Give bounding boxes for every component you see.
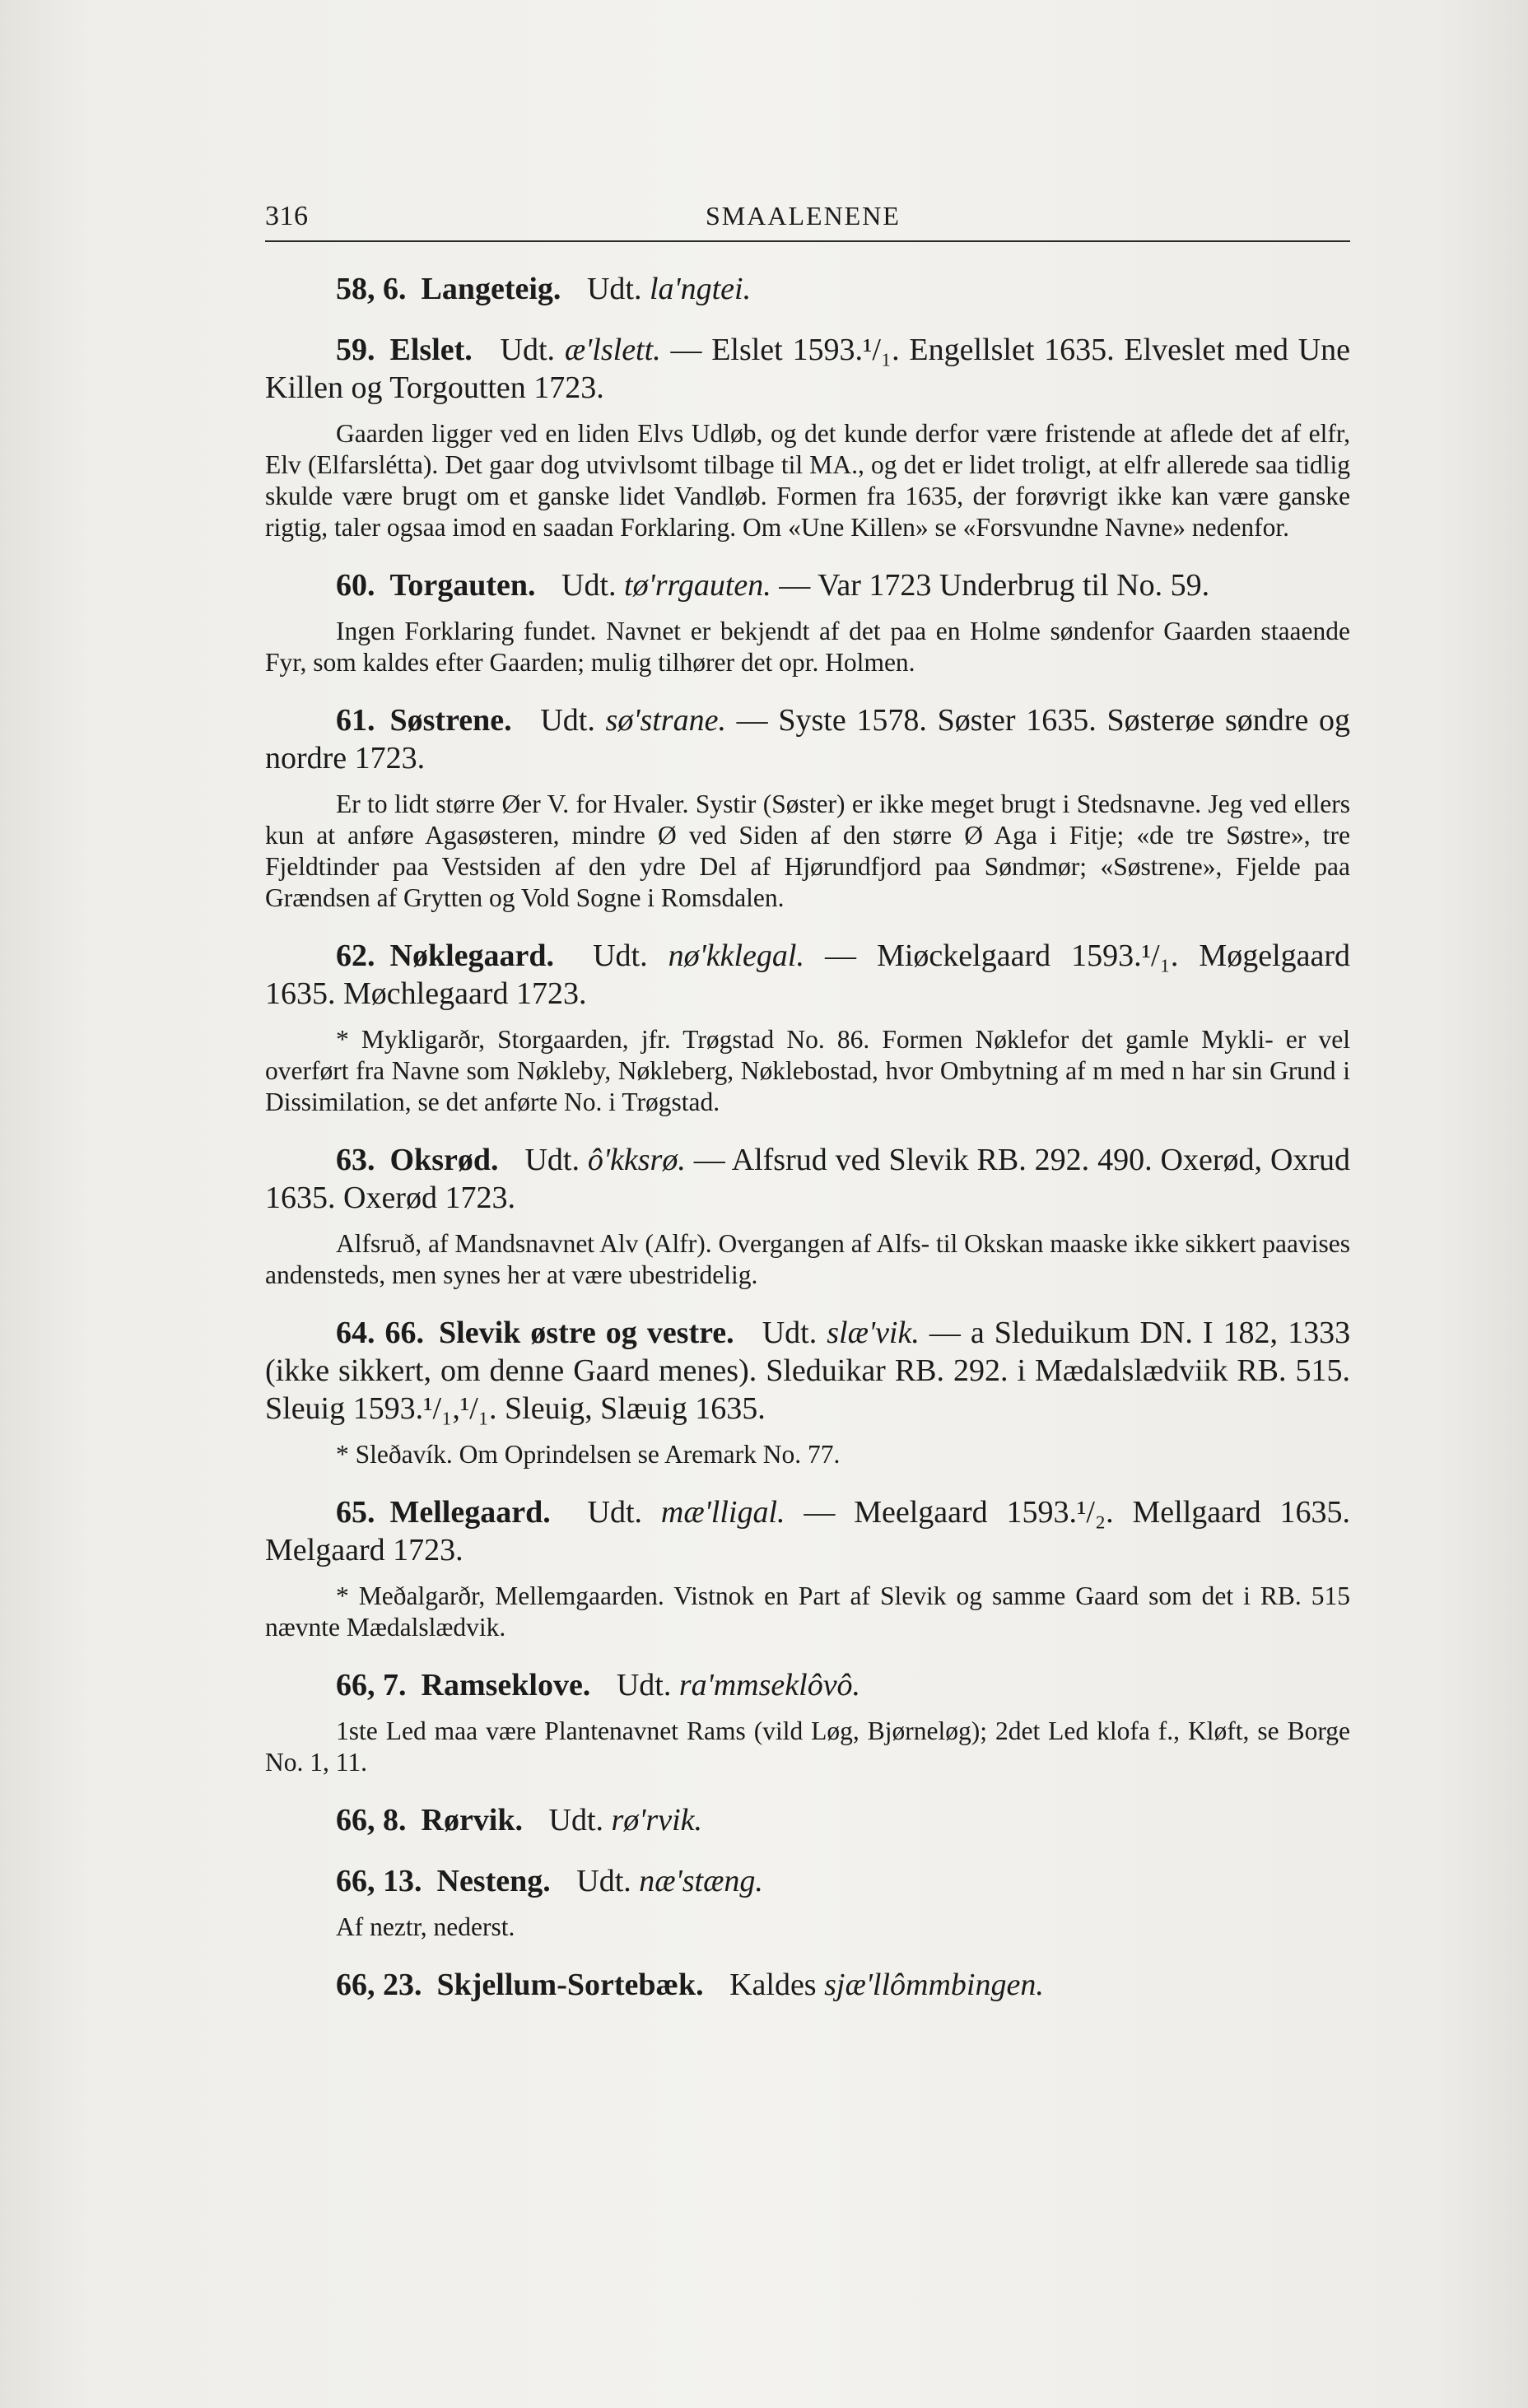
entry-62 <box>265 937 1350 1118</box>
entry-name: Nesteng. <box>436 1864 551 1898</box>
entry-66-7 <box>265 1666 1350 1778</box>
pronunciation: la'ngtei. <box>649 272 752 306</box>
pron-label: Udt. <box>524 1143 580 1177</box>
entry-name: Slevik østre og vestre. <box>439 1316 734 1350</box>
entry-66-23 <box>265 1966 1350 2004</box>
entry-name: Oksrød. <box>389 1143 499 1177</box>
pronunciation: æ'lslett. <box>564 333 661 367</box>
pron-label: Udt. <box>586 272 642 306</box>
entry-name: Torgauten. <box>389 568 536 603</box>
historic-forms: — Meelgaard 1593.¹/₂. Mellgaard 1635. Melgaard 1723. <box>265 1495 1350 1567</box>
entry-note: Er to lidt større Øer V. for Hvaler. Systir (Søster) er ikke meget brugt i Stedsnavne. Jeg ved ellers kun at anføre Agasøsteren, mindre Ø ved Siden af den større Ø Aga i Fitje; «de tre Søstre», tre Fjeldtinder paa Vestsiden af den ydre Del af Hjørundfjord paa Søndmør; «Søstrene», Fjelde paa Grændsen af Grytten og Vold Sogne i Romsdalen. <box>265 789 1350 912</box>
entry-58-6 <box>265 270 1350 308</box>
entry-number: 60. <box>336 568 375 603</box>
entry-note: Af neztr, nederst. <box>336 1912 515 1941</box>
historic-forms: — Syste 1578. Søster 1635. Søsterøe søndre og nordre 1723. <box>265 703 1351 775</box>
entry-number: 66, 23. <box>336 1968 422 2002</box>
entry-61 <box>265 701 1350 914</box>
entry-number: 61. <box>336 703 375 738</box>
page-content <box>265 194 1350 2004</box>
entry-note: * Mykligarðr, Storgaarden, jfr. Trøgstad No. 86. Formen Nøklefor det gamle Mykli- er vel overført fra Navne som Nøkleby, Nøkleberg, Nøklebostad, hvor Ombytning af m med n har sin Grund i Dissimilation, se det anførte No. i Trøgstad. <box>265 1025 1350 1116</box>
entry-name: Rørvik. <box>421 1803 523 1837</box>
entry-number: 66, 8. <box>336 1803 407 1837</box>
pron-label: Udt. <box>762 1316 818 1350</box>
pron-label: Udt. <box>593 939 648 973</box>
pronunciation: sø'strane. <box>605 703 726 738</box>
pronunciation: mæ'lligal. <box>660 1495 785 1530</box>
historic-forms: — Miøckelgaard 1593.¹/₁. Møgelgaard 1635. Møchlegaard 1723. <box>265 939 1351 1011</box>
entry-name: Søstrene. <box>389 703 512 738</box>
entry-number: 66, 13. <box>336 1864 422 1898</box>
entry-note: Ingen Forklaring fundet. Navnet er bekjendt af det paa en Holme søndenfor Gaarden staaende Fyr, som kaldes efter Gaarden; mulig tilhører det opr. Holmen. <box>265 617 1350 677</box>
pron-label: Udt. <box>587 1495 643 1530</box>
entry-note: * Sleðavík. Om Oprindelsen se Aremark No. 77. <box>336 1440 841 1469</box>
entry-name: Elslet. <box>389 333 473 367</box>
pronunciation: næ'stæng. <box>639 1864 763 1898</box>
entry-59 <box>265 331 1350 543</box>
entry-number: 59. <box>336 333 375 367</box>
pronunciation: rø'rvik. <box>611 1803 702 1837</box>
entry-number: 63. <box>336 1143 375 1177</box>
entry-60 <box>265 566 1350 678</box>
entry-note: * Meðalgarðr, Mellemgaarden. Vistnok en Part af Slevik og samme Gaard som det i RB. 515 nævnte Mædalslædvik. <box>265 1581 1350 1642</box>
pronunciation: ra'mmseklôvô. <box>678 1668 861 1702</box>
entry-66-8 <box>265 1801 1350 1839</box>
entry-63 <box>265 1141 1350 1291</box>
entry-name: Skjellum-Sortebæk. <box>436 1968 704 2002</box>
entry-64-66 <box>265 1314 1350 1470</box>
entry-name: Nøklegaard. <box>389 939 554 973</box>
entry-number: 64. 66. <box>336 1316 425 1350</box>
historic-forms: — Alfsrud ved Slevik RB. 292. 490. Oxerød, Oxrud 1635. Oxerød 1723. <box>265 1143 1351 1215</box>
pron-label: Udt. <box>616 1668 672 1702</box>
entry-name: Langeteig. <box>421 272 561 306</box>
pronunciation: ô'kksrø. <box>587 1143 686 1177</box>
entry-name: Mellegaard. <box>389 1495 551 1530</box>
pron-label: Udt. <box>500 333 556 367</box>
entry-note: Alfsruð, af Mandsnavnet Alv (Alfr). Overgangen af Alfs- til Okskan maaske ikke sikkert paavises andensteds, men synes her at være ubestridelig. <box>265 1229 1350 1289</box>
pronunciation: slæ'vik. <box>827 1316 920 1350</box>
entry-number: 58, 6. <box>336 272 407 306</box>
pronunciation: nø'kklegal. <box>668 939 804 973</box>
pron-label: Udt. <box>561 568 617 603</box>
pronunciation: tø'rrgauten. <box>624 568 771 603</box>
entry-number: 66, 7. <box>336 1668 407 1702</box>
entry-note: 1ste Led maa være Plantenavnet Rams (vild Løg, Bjørneløg); 2det Led klofa f., Kløft, se Borge No. 1, 11. <box>265 1716 1350 1777</box>
running-header <box>265 194 1350 242</box>
entry-note: Gaarden ligger ved en liden Elvs Udløb, og det kunde derfor være fristende at aflede det af elfr, Elv (Elfarslétta). Det gaar dog utvivlsomt tilbage til MA., og det er lidet troligt, at elfr allerede saa tidlig skulde være brugt om et ganske lidet Vandløb. Formen fra 1635, der forøvrigt ikke kan være ganske rigtig, taler ogsaa imod en saadan Forklaring. Om «Une Killen» se «Forsvundne Navne» nedenfor. <box>265 419 1350 542</box>
entry-number: 62. <box>336 939 375 973</box>
pron-label: Udt. <box>576 1864 631 1898</box>
historic-forms: — a Sleduikum DN. I 182, 1333 (ikke sikkert, om denne Gaard menes). Sleduikar RB. 292. i Mædalslædviik RB. 515. Sleuig 1593.¹/₁,¹/₁. Sleuig, Slæuig 1635. <box>265 1316 1351 1426</box>
historic-forms: — Elslet 1593.¹/₁. Engellslet 1635. Elveslet med Une Killen og Torgoutten 1723. <box>265 333 1351 405</box>
entry-number: 65. <box>336 1495 375 1530</box>
entry-66-13 <box>265 1862 1350 1943</box>
pron-label: Udt. <box>548 1803 603 1837</box>
historic-forms: — Var 1723 Underbrug til No. 59. <box>779 568 1210 603</box>
running-head-title: SMAALENENE <box>706 201 901 231</box>
pron-label: Udt. <box>540 703 595 738</box>
pron-label: Kaldes <box>729 1968 817 2002</box>
entry-name: Ramseklove. <box>421 1668 591 1702</box>
pronunciation: sjæ'llômmbingen. <box>824 1968 1044 2002</box>
entry-65 <box>265 1493 1350 1643</box>
page-number: 316 <box>265 201 309 231</box>
